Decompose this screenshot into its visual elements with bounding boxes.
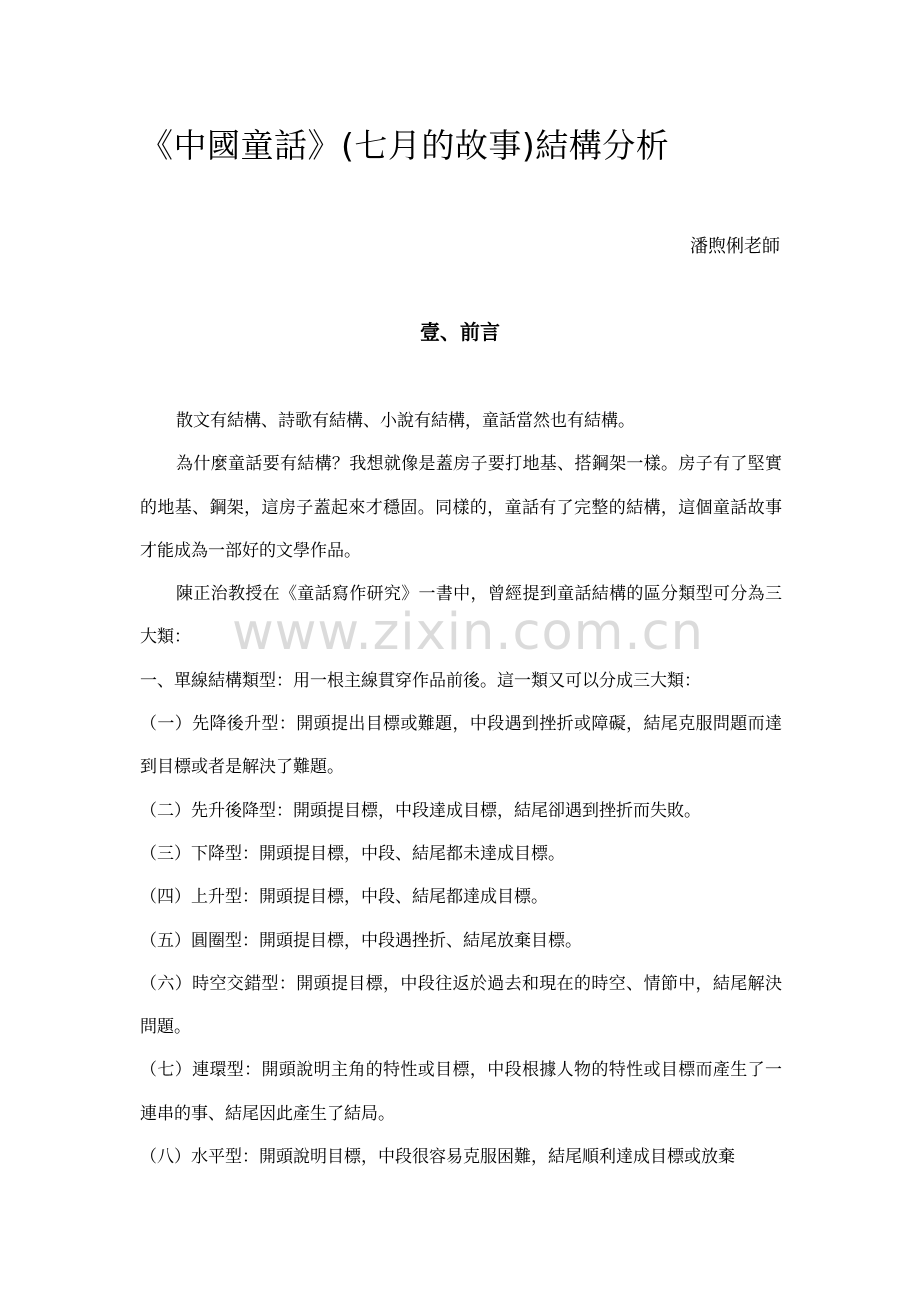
paragraph: 陳正治教授在《童話寫作研究》一書中，曾經提到童話結構的區分類型可分為三大類：: [140, 584, 782, 648]
list-item: （六）時空交錯型：開頭提目標，中段往返於過去和現在的時空、情節中，結尾解決問題。: [140, 973, 782, 1038]
list-item: （八）水平型：開頭說明目標，中段很容易克服困難，結尾順利達成目標或放棄: [140, 1147, 735, 1168]
author-name: 潘煦俐老師: [690, 236, 780, 257]
paragraph: 散文有結構、詩歌有結構、小說有結構，童話當然也有結構。: [176, 411, 635, 431]
list-item: （四）上升型：開頭提目標，中段、結尾都達成目標。: [140, 887, 548, 908]
list-item: （二）先升後降型：開頭提目標，中段達成目標，結尾卻遇到挫折而失敗。: [140, 800, 701, 821]
document-body: [140, 400, 782, 1179]
list-item: 一、單線結構類型：用一根主線貫穿作品前後。這一類又可以分成三大類：: [140, 670, 701, 691]
list-item: （一）先降後升型：開頭提出目標或難題，中段遇到挫折或障礙，結尾克服問題而達到目標或者是解決了難題。: [140, 714, 782, 778]
section-heading: 壹、前言: [420, 320, 500, 344]
list-item: （五）圓圈型：開頭提目標，中段遇挫折、結尾放棄目標。: [140, 930, 582, 951]
list-item: （三）下降型：開頭提目標，中段、結尾都未達成目標。: [140, 843, 565, 864]
document-title: 《中國童話》(七月的故事)結構分析: [140, 126, 670, 165]
watermark: www.zixin.com.cn: [232, 603, 704, 662]
list-item: （七）連環型：開頭說明主角的特性或目標，中段根據人物的特性或目標而產生了一連串的事、結尾因此產生了結局。: [140, 1060, 782, 1124]
paragraph: 為什麼童話要有結構？我想就像是蓋房子要打地基、搭鋼架一樣。房子有了堅實的地基、鋼架，這房子蓋起來才穩固。同樣的，童話有了完整的結構，這個童話故事才能成為一部好的文學作品。: [140, 454, 782, 561]
